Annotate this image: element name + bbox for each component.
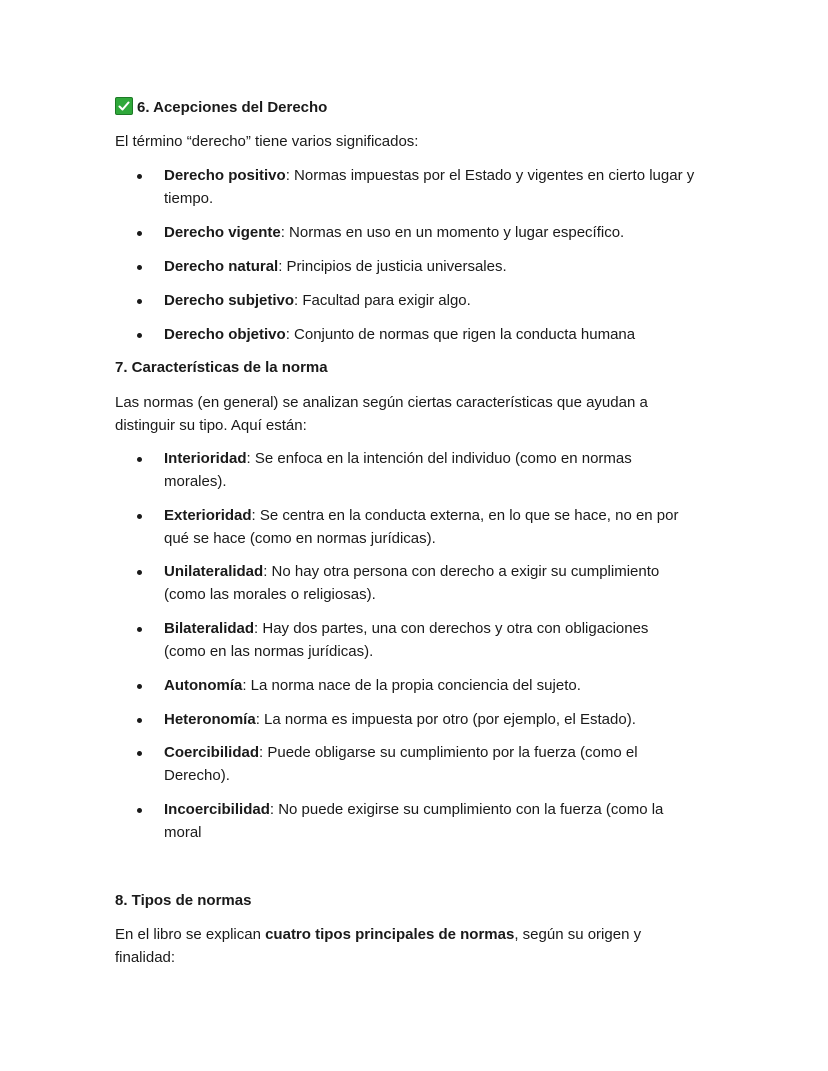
list-item-term: Incoercibilidad: [164, 801, 270, 818]
list-item-term: Derecho objetivo: [164, 326, 286, 343]
list-item-desc: : No puede exigirse su cumplimiento con la fuerza (como la moral: [164, 801, 664, 841]
list-item: [164, 560, 694, 606]
section-7-heading: 7. Características de la norma: [115, 359, 328, 376]
list-item-term: Coercibilidad: [164, 744, 260, 761]
list-item-desc: : Se enfoca en la intención del individuo (como en normas morales).: [164, 450, 632, 490]
bullet-icon: [137, 514, 142, 519]
bullet-icon: [137, 808, 142, 813]
list-item-desc: : La norma nace de la propia conciencia del sujeto.: [242, 677, 581, 694]
list-item: [164, 221, 724, 244]
list-item-desc: : Hay dos partes, una con derechos y otra con obligaciones (como en las normas jurídicas).: [164, 620, 649, 660]
section-8-intro-suffix: , según su origen y finalidad:: [115, 926, 642, 966]
section-6-heading: [115, 96, 720, 119]
list-item-desc: : Puede obligarse su cumplimiento por la fuerza (como el Derecho).: [164, 744, 638, 784]
bullet-icon: [137, 751, 142, 756]
list-item: [164, 323, 724, 346]
list-item-term: Derecho vigente: [164, 224, 281, 241]
bullet-icon: [137, 684, 142, 689]
bullet-icon: [137, 457, 142, 462]
list-item: [164, 164, 724, 210]
bullet-icon: [137, 299, 142, 304]
list-item-desc: : Normas impuestas por el Estado y vigentes en cierto lugar y tiempo.: [164, 167, 695, 207]
list-item-desc: : Principios de justicia universales.: [278, 258, 507, 275]
bullet-icon: [137, 333, 142, 338]
bullet-icon: [137, 627, 142, 632]
list-item: [164, 674, 724, 697]
list-item-desc: : Facultad para exigir algo.: [294, 292, 471, 309]
section-7-intro: Las normas (en general) se analizan según ciertas características que ayudan a distinguir su tipo. Aquí están:: [115, 394, 648, 434]
list-item: [164, 447, 664, 493]
list-item: [164, 741, 674, 787]
check-mark-icon: [115, 97, 133, 115]
list-item-desc: : La norma es impuesta por otro (por ejemplo, el Estado).: [255, 711, 636, 728]
bullet-icon: [137, 265, 142, 270]
section-6-intro: El término “derecho” tiene varios significados:: [115, 133, 419, 150]
section-8-intro: [115, 923, 675, 969]
list-item-desc: : Conjunto de normas que rigen la conducta humana: [285, 326, 636, 343]
list-item: [164, 255, 724, 278]
section-6-title: 6. Acepciones del Derecho: [137, 99, 328, 116]
list-item-term: Heteronomía: [164, 711, 256, 728]
list-item-desc: : Normas en uso en un momento y lugar específico.: [280, 224, 625, 241]
list-item-term: Unilateralidad: [164, 563, 264, 580]
list-item-term: Derecho natural: [164, 258, 279, 275]
list-item: [164, 504, 704, 550]
list-item-term: Autonomía: [164, 677, 243, 694]
section-8-intro-bold: cuatro tipos principales de normas: [265, 926, 515, 943]
list-item: [164, 798, 694, 844]
list-item-term: Derecho positivo: [164, 167, 286, 184]
bullet-icon: [137, 231, 142, 236]
list-item: [164, 708, 724, 731]
bullet-icon: [137, 570, 142, 575]
list-item-term: Exterioridad: [164, 507, 252, 524]
list-item-term: Interioridad: [164, 450, 247, 467]
section-8-heading: 8. Tipos de normas: [115, 892, 252, 909]
list-item-desc: : No hay otra persona con derecho a exigir su cumplimiento (como las morales o religiosas).: [164, 563, 660, 603]
bullet-icon: [137, 718, 142, 723]
bullet-icon: [137, 174, 142, 179]
section-8-intro-prefix: En el libro se explican: [115, 926, 266, 943]
list-item-term: Bilateralidad: [164, 620, 255, 637]
list-item: [164, 289, 724, 312]
list-item-term: Derecho subjetivo: [164, 292, 295, 309]
list-item: [164, 617, 684, 663]
list-item-desc: : Se centra en la conducta externa, en lo que se hace, no en por qué se hace (como en normas jurídicas).: [164, 507, 679, 547]
